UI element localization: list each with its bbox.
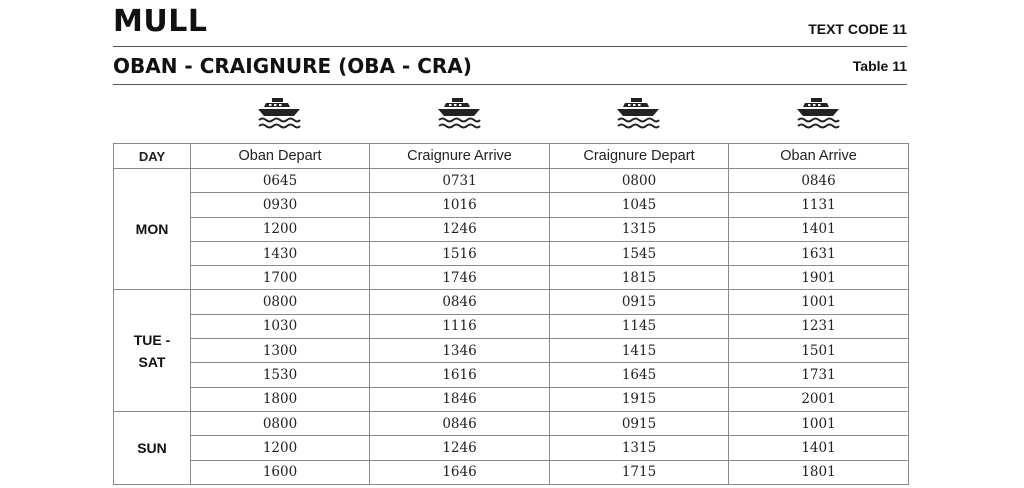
time-cell: 1801 — [729, 460, 909, 484]
table-row — [114, 241, 909, 265]
time-cell: 1346 — [370, 339, 550, 363]
time-cell: 1001 — [729, 411, 909, 435]
time-cell: 1231 — [729, 314, 909, 338]
time-cell: 1731 — [729, 363, 909, 387]
table-label: Table 11 — [852, 58, 907, 74]
time-cell: 1315 — [550, 436, 729, 460]
table-row — [114, 411, 909, 435]
time-cell: 0800 — [550, 169, 729, 193]
time-cell: 1001 — [729, 290, 909, 314]
day-cell — [114, 169, 191, 290]
time-cell: 1846 — [370, 387, 550, 411]
day-cell — [114, 290, 191, 411]
table-row — [114, 217, 909, 241]
time-cell: 1501 — [729, 339, 909, 363]
column-header-craignure-arrive: Craignure Arrive — [370, 144, 550, 169]
ferry-icon — [436, 97, 482, 131]
time-cell: 1901 — [729, 266, 909, 290]
time-cell: 2001 — [729, 387, 909, 411]
time-cell: 0731 — [370, 169, 550, 193]
time-cell: 1715 — [550, 460, 729, 484]
column-header-craignure-depart: Craignure Depart — [550, 144, 729, 169]
time-cell: 0645 — [191, 169, 370, 193]
time-cell: 1700 — [191, 266, 370, 290]
time-cell: 1246 — [370, 217, 550, 241]
time-cell: 1545 — [550, 241, 729, 265]
time-cell: 1815 — [550, 266, 729, 290]
time-cell: 1300 — [191, 339, 370, 363]
time-cell: 1401 — [729, 436, 909, 460]
time-cell: 1645 — [550, 363, 729, 387]
time-cell: 0915 — [550, 290, 729, 314]
table-row — [114, 460, 909, 484]
day-label: TUE - — [133, 331, 171, 348]
time-cell: 1631 — [729, 241, 909, 265]
day-label: SAT — [138, 353, 166, 370]
time-cell: 1616 — [370, 363, 550, 387]
day-label: MON — [135, 221, 169, 238]
day-label: SUN — [137, 439, 167, 456]
time-cell: 0930 — [191, 193, 370, 217]
time-cell: 1246 — [370, 436, 550, 460]
time-cell: 1200 — [191, 436, 370, 460]
time-cell: 1646 — [370, 460, 550, 484]
column-header-oban-arrive: Oban Arrive — [729, 144, 909, 169]
table-row — [114, 193, 909, 217]
time-cell: 1600 — [191, 460, 370, 484]
time-cell: 0846 — [729, 169, 909, 193]
table-row — [114, 387, 909, 411]
table-row — [114, 266, 909, 290]
table-row — [114, 363, 909, 387]
time-cell: 1315 — [550, 217, 729, 241]
time-cell: 1030 — [191, 314, 370, 338]
header-row — [114, 144, 909, 169]
time-cell: 0800 — [191, 411, 370, 435]
time-cell: 0915 — [550, 411, 729, 435]
time-cell: 1145 — [550, 314, 729, 338]
time-cell: 1800 — [191, 387, 370, 411]
time-cell: 1430 — [191, 241, 370, 265]
column-header-oban-depart: Oban Depart — [191, 144, 370, 169]
day-cell — [114, 411, 191, 484]
table-row — [114, 169, 909, 193]
time-cell: 1131 — [729, 193, 909, 217]
time-cell: 1045 — [550, 193, 729, 217]
ferry-icon — [795, 97, 841, 131]
table-row — [114, 290, 909, 314]
column-header-day: DAY — [114, 144, 191, 169]
table-row — [114, 436, 909, 460]
route-title: OBAN - CRAIGNURE (OBA - CRA) — [113, 54, 472, 78]
time-cell: 1401 — [729, 217, 909, 241]
divider — [113, 84, 907, 85]
time-cell: 1746 — [370, 266, 550, 290]
time-cell: 0846 — [370, 411, 550, 435]
time-cell: 1530 — [191, 363, 370, 387]
island-title: MULL — [113, 4, 208, 39]
time-cell: 1016 — [370, 193, 550, 217]
time-cell: 1116 — [370, 314, 550, 338]
ferry-icon — [615, 97, 661, 131]
divider — [113, 46, 907, 47]
ferry-icon — [256, 97, 302, 131]
time-cell: 1200 — [191, 217, 370, 241]
time-cell: 0846 — [370, 290, 550, 314]
time-cell: 1516 — [370, 241, 550, 265]
time-cell: 1915 — [550, 387, 729, 411]
text-code: TEXT CODE 11 — [808, 21, 907, 37]
time-cell: 0800 — [191, 290, 370, 314]
table-row — [114, 314, 909, 338]
timetable — [113, 143, 909, 485]
time-cell: 1415 — [550, 339, 729, 363]
table-row — [114, 339, 909, 363]
